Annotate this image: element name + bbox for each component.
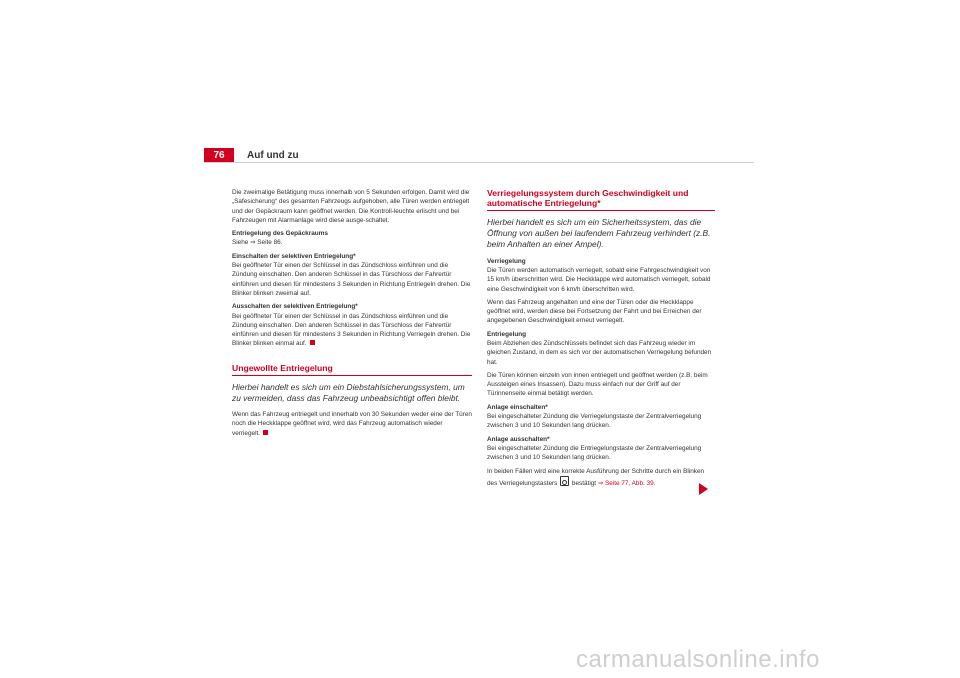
system-off-text: Bei eingeschalteter Zündung die Entriegelungstaste der Zentralverriegelung zwischen 3 und 10 Sekunden lang drücken. <box>487 444 702 462</box>
lock-button-icon <box>560 476 569 486</box>
section-lead-unwanted-unlock: Hierbei handelt es sich um ein Diebstahlsicherungssystem, um zu vermeiden, dass das Fahrzeug unbeabsichtigt offen bleibt. <box>232 381 465 403</box>
page-number-badge: 76 <box>204 148 234 163</box>
section-heading-unwanted-unlock: Ungewollte Entriegelung <box>232 363 472 376</box>
unlocking-heading: Entriegelung <box>487 330 527 338</box>
selective-unlock-on-text: Bei geöffneter Tür einen der Schlüssel in das Zündschloss einführen und die Zündung einschalten. Den anderen Schlüssel in das Türschloss der Fahrertür einführen und diesen für mindestens 3 Sekunden in Richtung Entriegeln drehen. Die Blinker blinken zweimal auf. <box>232 262 471 297</box>
confirmation-verb: bestätigt <box>571 479 597 487</box>
section-lead-speed-lock: Hierbei handelt es sich um ein Sicherheitssystem, das die Öffnung von außen bei laufendem Fahrzeug verhindert (z.B. beim Anhalten an einer Ampel). <box>487 217 711 250</box>
unlocking-text-1: Beim Abziehen des Zündschlüssels befindet sich das Fahrzeug wieder im gleichen Zustand, in dem es sich vor der automatischen Verriegelung befunden hat. <box>487 339 712 366</box>
selective-unlock-off-text: Bei geöffneter Tür einen der Schlüssel in das Zündschloss einführen und die Zündung einschalten. Den anderen Schlüssel in das Türschloss der Fahrertür einführen und diesen für mindestens 3 Sekunden in Richtung Verriegeln drehen. Die Blinker blinken einmal auf. <box>232 312 471 348</box>
header-divider <box>204 162 754 163</box>
locking-heading: Verriegelung <box>487 257 526 265</box>
unwanted-unlock-paragraph <box>232 410 472 438</box>
section-heading-speed-lock: Verriegelungssystem durch Geschwindigkeit und automatische Entriegelung* <box>487 188 715 211</box>
locking-text-2: Wenn das Fahrzeug angehalten und eine der Türen oder die Heckklappe geöffnet wird, werden diese bei Fortsetzung der Fahrt und bei Erreichen der angegebenen Geschwindigkeit erneut verriegelt. <box>487 298 702 325</box>
page-reference-link[interactable]: ⇒ Seite 77, Abb. 39 <box>597 479 654 487</box>
confirmation-text: In beiden Fällen wird eine korrekte Ausführung der Schritte durch ein Blinken des Verriegelungstasters <box>487 467 705 487</box>
unwanted-unlock-text: Wenn das Fahrzeug entriegelt und innerhalb von 30 Sekunden weder eine der Türen noch die Heckklappe geöffnet wird, wird das Fahrzeug automatisch wieder verriegelt. <box>232 411 472 437</box>
trunk-unlock-text: Siehe ⇒ Seite 86. <box>232 239 283 247</box>
chapter-title: Auf und zu <box>247 150 299 161</box>
next-page-arrow-icon[interactable] <box>699 483 708 495</box>
end-of-section-marker <box>263 430 268 435</box>
selective-unlock-on-heading: Einschalten der selektiven Entriegelung* <box>232 252 356 260</box>
system-on-text: Bei eingeschalteter Zündung die Verriegelungstaste der Zentralverriegelung zwischen 3 und 10 Sekunden lang drücken. <box>487 413 702 430</box>
trunk-unlock-heading: Entriegelung des Gepäckraums <box>232 230 328 238</box>
watermark: carmanualsonline.info <box>576 646 820 673</box>
locking-text-1: Die Türen werden automatisch verriegelt, sobald eine Fahrgeschwindigkeit von 15 km/h überschritten wird. Die Heckklappe wird automatisch verriegelt, sobald eine Geschwindigkeit von 6 km/h überschritten wird. <box>487 266 711 293</box>
end-of-section-marker <box>310 340 315 345</box>
selective-unlock-off-heading: Ausschalten der selektiven Entriegelung* <box>232 303 358 311</box>
system-on-heading: Anlage einschalten* <box>487 403 548 411</box>
selective-unlock-off-paragraph <box>232 312 472 349</box>
intro-paragraph: Die zweimalige Betätigung muss innerhalb von 5 Sekunden erfolgen. Damit wird die „Safesicherung“ des gesamten Fahrzeugs aufgehoben, alle Türen werden entriegelt und der Gepäckraum kann geöffnet werden. Die Kontroll-leuchte erlischt und bei Fahrzeugen mit Alarmanlage wird diese ausge-schaltet. <box>232 189 470 224</box>
unlocking-text-2: Die Türen können einzeln von innen entriegelt und geöffnet werden (z.B. beim Aussteigen eines Insassen). Dazu muss einfach nur der Griff auf der Türinnenseite einmal betätigt werden. <box>487 371 708 398</box>
system-off-heading: Anlage ausschalten* <box>487 435 550 443</box>
left-column <box>232 188 472 442</box>
right-column <box>487 188 715 492</box>
confirmation-paragraph <box>487 467 715 489</box>
confirmation-end: . <box>653 479 656 487</box>
